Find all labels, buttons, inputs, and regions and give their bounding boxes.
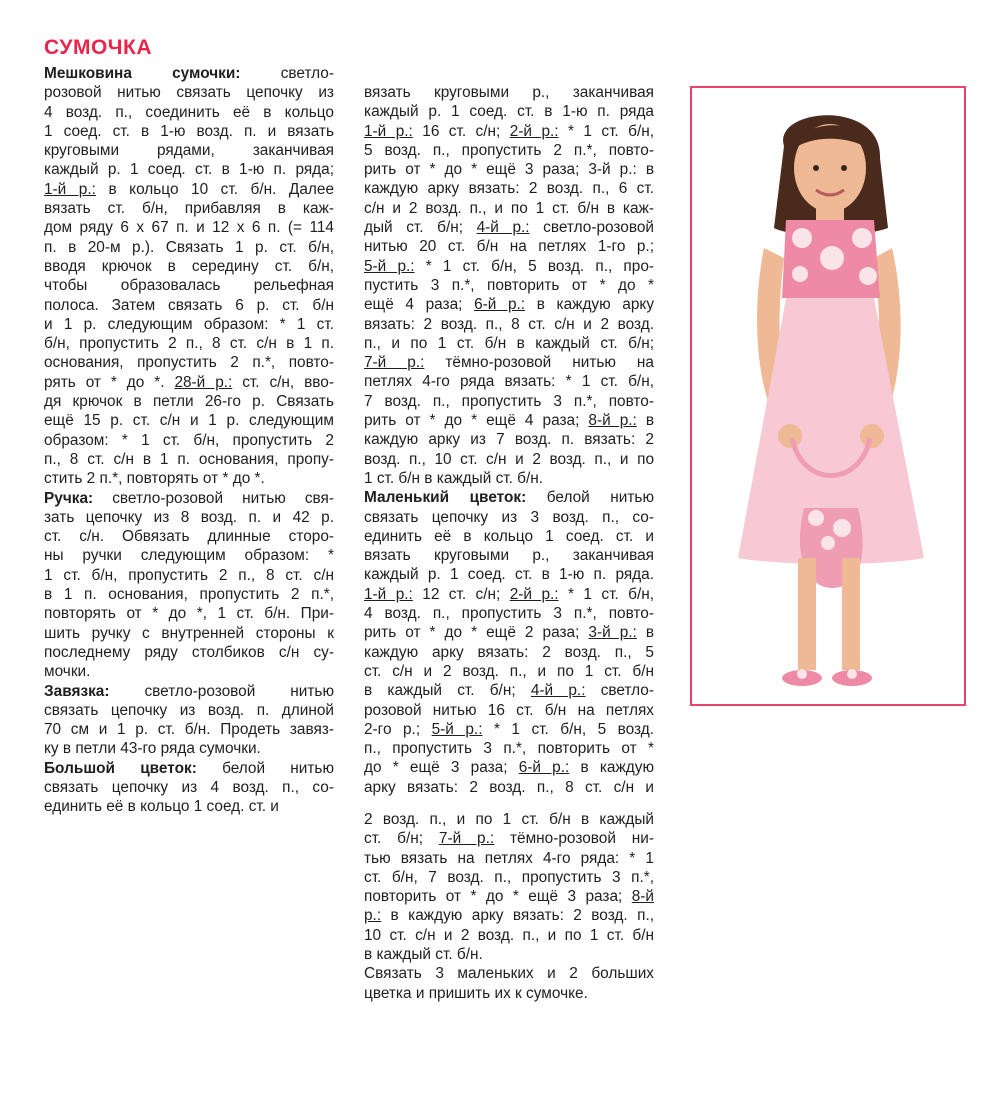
text-line <box>44 141 334 160</box>
text-run: п. в 20-м р.). Связать 1 р. ст. б/н, <box>44 238 334 256</box>
text-line <box>364 662 654 681</box>
text-line <box>44 682 334 701</box>
text-run: п., 8 ст. с/н в 1 п. основания, пропу- <box>44 450 334 468</box>
row-label: 8-й р.: <box>588 412 637 430</box>
text-line <box>364 199 654 218</box>
text-line <box>364 392 654 411</box>
bag-flower <box>833 519 851 537</box>
text-line <box>364 945 654 964</box>
text-run: ст. с/н, вво- <box>232 373 334 391</box>
text-line <box>44 315 334 334</box>
text-line <box>364 681 654 700</box>
text-line <box>364 643 654 662</box>
text-line <box>44 83 334 102</box>
text-run: каждую арку вязать: 2 возд. п., 6 ст. <box>364 180 654 198</box>
row-label: 8-й <box>631 888 654 906</box>
text-line <box>44 122 334 141</box>
row-label: 4-й р.: <box>530 682 586 700</box>
row-label: 7-й р.: <box>364 354 425 372</box>
text-line <box>364 488 654 507</box>
text-line <box>364 430 654 449</box>
text-line <box>44 469 334 488</box>
text-line <box>364 411 654 430</box>
text-line <box>364 778 654 797</box>
text-run: образом: * 1 ст. б/н, пропустить 2 <box>44 431 334 449</box>
leg-left <box>798 558 816 670</box>
text-run: п., и по 1 ст. б/н в каждый ст. б/н; <box>364 334 654 352</box>
section-heading: Завязка: <box>44 682 110 700</box>
text-line <box>44 218 334 237</box>
text-run: каждую арку из 7 возд. п. вязать: 2 <box>364 431 654 449</box>
sandal-flower <box>797 669 807 679</box>
text-run: ст. с/н. Обвязать длинные сторо- <box>44 528 334 546</box>
text-run: 4 возд. п., соединить её в кольцо <box>44 103 334 121</box>
section-heading: Маленький цветок: <box>364 489 527 507</box>
text-run: цветка и пришить их к сумочке. <box>364 984 588 1002</box>
text-run: рить от * до * ещё 4 раза; <box>364 412 589 430</box>
sandal-flower <box>847 669 857 679</box>
text-run: в каждый ст. б/н. <box>364 946 483 964</box>
text-run: б/н, пропустить 2 п., 8 ст. с/н в 1 п. <box>44 335 334 353</box>
text-line <box>364 160 654 179</box>
page-title: СУМОЧКА <box>44 36 153 59</box>
text-run: вводя крючок в середину ст. б/н, <box>44 257 334 275</box>
text-run: тёмно-розовой нитью на <box>424 354 654 372</box>
leg-right <box>842 558 860 670</box>
hand-right <box>860 424 884 448</box>
text-run: 7 возд. п., пропустить 3 п.*, повто- <box>364 392 654 410</box>
text-line <box>44 180 334 199</box>
text-line <box>44 353 334 372</box>
text-run: ещё 4 раза; <box>364 296 475 314</box>
text-line <box>44 624 334 643</box>
text-line <box>364 450 654 469</box>
bodice-flower <box>792 266 808 282</box>
text-line <box>44 392 334 411</box>
section-heading: Большой цветок: <box>44 759 197 777</box>
text-run: ст. с/н и 2 возд. п., и по 1 ст. б/н <box>364 662 654 680</box>
text-run: до * ещё 3 раза; <box>364 759 519 777</box>
row-label: 1-й р.: <box>364 122 413 140</box>
text-line <box>364 984 654 1003</box>
text-run: ку в петли 43-го ряда сумочки. <box>44 740 261 758</box>
text-line <box>44 199 334 218</box>
text-line <box>44 739 334 758</box>
text-line <box>364 585 654 604</box>
text-run: дя крючок в петли 26-го р. Связать <box>44 393 334 411</box>
text-run: стить 2 п.*, повторять от * до *. <box>44 470 265 488</box>
text-run: каждый р. 1 соед. ст. в 1-ю п. ряда; <box>44 161 334 179</box>
text-line <box>364 257 654 276</box>
text-line <box>364 926 654 945</box>
text-line <box>364 565 654 584</box>
text-run: тью вязать на петлях 4-го ряда: * 1 <box>364 849 654 867</box>
text-run: 1 ст. б/н, пропустить 2 п., 8 ст. с/н <box>44 566 334 584</box>
text-run: в <box>636 624 655 642</box>
text-run: единить её в кольцо 1 соед. ст. и <box>364 527 654 545</box>
text-run: 10 ст. с/н и 2 возд. п., и по 1 ст. б/н <box>364 926 654 944</box>
text-line <box>364 353 654 372</box>
text-run: ещё 15 р. ст. с/н и 1 р. следующим <box>44 412 334 430</box>
text-run: белой нитью <box>526 489 654 507</box>
text-run: арку вязать: 2 возд. п., 8 ст. с/н и <box>364 778 654 796</box>
text-line <box>364 964 654 983</box>
text-run: чтобы образовалась рельефная <box>44 277 334 295</box>
text-run: дый ст. б/н; <box>364 219 477 237</box>
text-run: повторять от * до *, 1 ст. б/н. При- <box>44 605 334 623</box>
text-column-right <box>364 83 654 1003</box>
text-run: 12 ст. с/н; <box>412 585 501 603</box>
text-line <box>364 868 654 887</box>
text-line <box>44 64 334 83</box>
text-line <box>44 450 334 469</box>
text-line <box>44 797 334 816</box>
column-gap <box>364 797 654 810</box>
text-line <box>364 527 654 546</box>
text-line <box>364 295 654 314</box>
text-run: светло-розовой нитью свя- <box>93 489 334 507</box>
text-line <box>44 411 334 430</box>
text-run: вязать: 2 возд. п., 8 ст. с/н и 2 возд. <box>364 315 654 333</box>
text-line <box>364 829 654 848</box>
text-line <box>44 238 334 257</box>
text-line <box>44 373 334 392</box>
text-line <box>364 179 654 198</box>
text-line <box>44 585 334 604</box>
text-run: каждую арку вязать: 2 возд. п., 5 <box>364 643 654 661</box>
row-label: 2-й р.: <box>509 585 559 603</box>
text-run: рить от * до * ещё 3 раза; 3-й р.: в <box>364 161 654 179</box>
text-line <box>44 546 334 565</box>
text-line <box>44 643 334 662</box>
row-label: 1-й р.: <box>364 585 413 603</box>
text-run: мочки. <box>44 663 91 681</box>
text-run: полоса. Затем связать 6 р. ст. б/н <box>44 296 334 314</box>
text-run: последнему ряду столбиков с/н су- <box>44 643 334 661</box>
text-run: светло- <box>240 65 334 82</box>
row-label: 4-й р.: <box>476 219 530 237</box>
text-line <box>44 720 334 739</box>
text-line <box>364 237 654 256</box>
text-line <box>364 739 654 758</box>
text-run: каждый р. 1 соед. ст. в 1-ю п. ряда <box>364 103 654 121</box>
text-run: * 1 ст. б/н, <box>558 585 655 603</box>
bodice-flower <box>852 228 872 248</box>
text-line <box>364 334 654 353</box>
text-run: ст. б/н, 7 возд. п., пропустить 3 п.*, <box>364 868 654 886</box>
text-run: розовой нитью 16 ст. б/н на петлях <box>364 701 654 719</box>
text-run: п., пропустить 3 п.*, повторить от * <box>364 740 654 758</box>
text-line <box>44 759 334 778</box>
text-line <box>364 469 654 488</box>
text-line <box>44 160 334 179</box>
text-line <box>364 315 654 334</box>
text-run: 1 соед. ст. в 1-ю возд. п. и вязать <box>44 122 334 140</box>
section-heading: Мешковина сумочки: <box>44 65 241 82</box>
text-run: петлях 4-го ряда вязать: * 1 ст. б/н, <box>364 373 654 391</box>
text-line <box>364 276 654 295</box>
text-run: пустить 3 п.*, повторить от * до * <box>364 276 654 294</box>
text-run: в каждую арку вязать: 2 возд. п., <box>381 907 654 925</box>
row-label: 2-й р.: <box>509 122 559 140</box>
text-run: белой нитью <box>196 759 334 777</box>
text-line <box>364 102 654 121</box>
row-label: 5-й р.: <box>364 257 415 275</box>
text-run: 5 возд. п., пропустить 2 п.*, повто- <box>364 141 654 159</box>
text-run: 16 ст. с/н; <box>412 122 501 140</box>
row-label: 6-й р.: <box>518 759 570 777</box>
text-run: в каждую <box>569 759 655 777</box>
text-line <box>364 604 654 623</box>
row-label: 3-й р.: <box>588 624 637 642</box>
text-run: ст. б/н; <box>364 830 439 848</box>
text-run: тёмно-розовой ни- <box>494 830 654 848</box>
text-run: повторить от * до * ещё 3 раза; <box>364 888 632 906</box>
text-run: рять от * до *. <box>44 373 175 391</box>
eye-left <box>813 165 819 171</box>
text-run: связать цепочку из 3 возд. п., со- <box>364 508 654 526</box>
row-label: 1-й р.: <box>44 180 96 198</box>
text-run: единить её в кольцо 1 соед. ст. и <box>44 798 279 816</box>
row-label: 5-й р.: <box>431 720 483 738</box>
text-line <box>364 83 654 102</box>
text-line <box>44 257 334 276</box>
text-run: * 1 ст. б/н, <box>558 122 655 140</box>
bodice-flower <box>820 246 844 270</box>
text-run: вязать ст. б/н, прибавляя в каж- <box>44 200 334 218</box>
text-line <box>44 527 334 546</box>
text-run: розовой нитью связать цепочку из <box>44 84 334 102</box>
text-run: * 1 ст. б/н, 5 возд. п., про- <box>414 257 654 275</box>
text-line <box>364 701 654 720</box>
photo-frame <box>690 86 966 706</box>
text-line <box>364 508 654 527</box>
girl-photo-illustration <box>692 88 964 704</box>
text-line <box>44 296 334 315</box>
text-run: с/н и 2 возд. п., и по 1 ст. б/н в каж- <box>364 199 654 217</box>
section-heading: Ручка: <box>44 489 94 507</box>
text-run: возд. п., 10 ст. с/н и 2 возд. п., и по <box>364 450 654 468</box>
text-run: каждый р. 1 соед. ст. в 1-ю п. ряда. <box>364 566 654 584</box>
text-run: светло-розовой нитью <box>109 682 334 700</box>
text-line <box>364 810 654 829</box>
text-line <box>44 276 334 295</box>
text-line <box>364 141 654 160</box>
text-run: в кольцо 10 ст. б/н. Далее <box>95 180 335 198</box>
text-run: основания, пропустить 2 п.*, повто- <box>44 354 334 372</box>
text-run: 2-го р.; <box>364 720 432 738</box>
text-run: и 1 р. следующим образом: * 1 ст. <box>44 315 334 333</box>
text-run: связать цепочку из возд. п. длиной <box>44 701 334 719</box>
text-line <box>44 508 334 527</box>
text-line <box>44 778 334 797</box>
text-run: нитью 20 ст. б/н на петлях 1-го р.; <box>364 238 654 256</box>
text-line <box>364 720 654 739</box>
text-line <box>44 489 334 508</box>
text-run: вязать круговыми р., заканчивая <box>364 84 654 101</box>
text-run: круговыми рядами, заканчивая <box>44 142 334 160</box>
text-line <box>44 334 334 353</box>
text-run: в каждую арку <box>525 296 655 314</box>
bodice-flower <box>859 267 877 285</box>
text-line <box>44 431 334 450</box>
text-line <box>364 887 654 906</box>
bag-flower <box>808 510 824 526</box>
text-run: светло- <box>585 682 654 700</box>
text-line <box>44 701 334 720</box>
text-run: ны ручки следующим образом: * <box>44 547 334 565</box>
text-run: связать цепочку из 4 возд. п., со- <box>44 778 334 796</box>
text-run: рить от * до * ещё 2 раза; <box>364 624 589 642</box>
text-run: вязать круговыми р., заканчивая <box>364 547 654 565</box>
text-line <box>364 372 654 391</box>
text-run: дом ряду 6 х 67 п. и 12 х 6 п. (= 114 <box>44 219 334 237</box>
row-label: 7-й р.: <box>438 830 495 848</box>
text-run: Связать 3 маленьких и 2 больших <box>364 965 654 983</box>
text-run: в каждый ст. б/н; <box>364 682 531 700</box>
text-line <box>364 906 654 925</box>
row-label: 28-й р.: <box>174 373 233 391</box>
text-run: в 1 п. основания, пропустить 2 п.*, <box>44 586 334 604</box>
text-line <box>44 566 334 585</box>
text-line <box>364 218 654 237</box>
text-run: шить ручку с внутренней стороны к <box>44 624 334 642</box>
text-run: 2 возд. п., и по 1 ст. б/н в каждый <box>364 810 654 828</box>
text-run: 4 возд. п., пропустить 3 п.*, повто- <box>364 605 654 623</box>
text-line <box>44 103 334 122</box>
text-run: 70 см и 1 р. ст. б/н. Продеть завяз- <box>44 721 334 739</box>
text-run: в <box>636 412 655 430</box>
text-column-left <box>44 64 334 817</box>
text-line <box>364 758 654 777</box>
text-run: * 1 ст. б/н, 5 возд. <box>482 720 654 738</box>
bag-flower <box>821 536 835 550</box>
text-line <box>364 623 654 642</box>
text-line <box>364 546 654 565</box>
text-run: зать цепочку из 8 возд. п. и 42 р. <box>44 508 334 526</box>
text-line <box>364 849 654 868</box>
text-run: светло-розовой <box>529 219 654 237</box>
row-label: 6-й р.: <box>474 296 526 314</box>
bodice-flower <box>792 228 812 248</box>
text-run: 1 ст. б/н в каждый ст. б/н. <box>364 469 544 487</box>
row-label: р.: <box>364 907 382 925</box>
hand-left <box>778 424 802 448</box>
eye-right <box>841 165 847 171</box>
text-line <box>44 662 334 681</box>
text-line <box>44 604 334 623</box>
text-line <box>364 122 654 141</box>
